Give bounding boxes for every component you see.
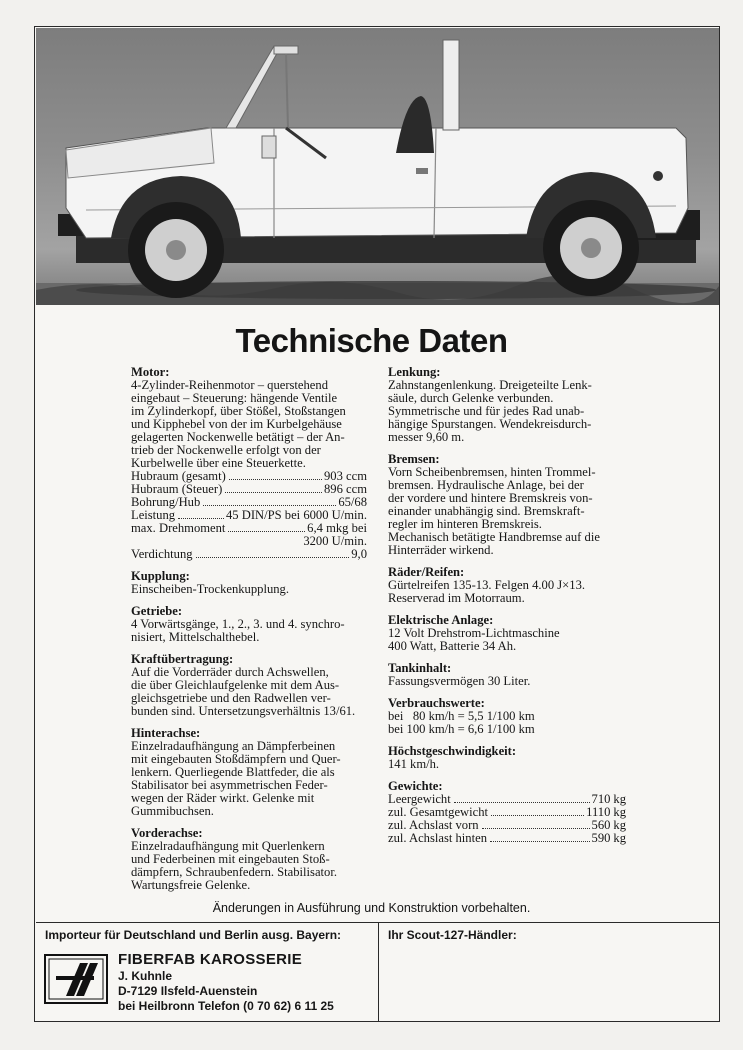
text-line: 400 Watt, Batterie 34 Ah. xyxy=(388,639,517,653)
text-line: Mechanisch betätigte Handbremse auf die xyxy=(388,530,600,544)
spec-label: Hubraum (Steuer) xyxy=(131,482,223,496)
section-heading: Kraftübertragung: xyxy=(131,652,234,666)
section-heading: Höchstgeschwindigkeit: xyxy=(388,744,517,758)
fiberfab-logo-icon xyxy=(44,954,108,1004)
weight-value: 560 xyxy=(591,818,611,832)
text-line: dämpfern, Schraubenfedern. Stabilisator. xyxy=(131,865,337,879)
section-bremsen xyxy=(388,453,626,557)
text-line: bei 100 km/h = 6,6 1/100 km xyxy=(388,722,535,736)
weight-unit: kg xyxy=(613,805,626,819)
text-line: 12 Volt Drehstrom-Lichtmaschine xyxy=(388,626,560,640)
weight-label: zul. Achslast hinten xyxy=(388,831,487,845)
weight-label: zul. Gesamtgewicht xyxy=(388,805,489,819)
weight-unit: kg xyxy=(613,831,626,845)
text-line: messer 9,60 m. xyxy=(388,430,465,444)
text-line: Einzelradaufhängung mit Querlenkern xyxy=(131,839,325,853)
spec-row xyxy=(131,548,367,561)
text-line: 4-Zylinder-Reihenmotor – querstehend xyxy=(131,378,328,392)
spec-value: 45 DIN/PS bei 6000 U/min. xyxy=(226,508,367,522)
text-line: Gummibuchsen. xyxy=(131,804,214,818)
weight-unit: kg xyxy=(613,792,626,806)
dot-leader xyxy=(454,802,590,803)
dot-leader xyxy=(229,479,322,480)
text-line: Gürtelreifen 135-13. Felgen 4.00 J×13. xyxy=(388,578,586,592)
vehicle-photo xyxy=(36,28,719,305)
text-line: eingebaut – Steuerung: hängende Ventile xyxy=(131,391,338,405)
section-motor xyxy=(131,366,367,561)
text-line: bei 80 km/h = 5,5 1/100 km xyxy=(388,709,535,723)
section-heading: Elektrische Anlage: xyxy=(388,613,494,627)
section-heading: Hinterachse: xyxy=(131,726,201,740)
text-line: gelagerten Nockenwelle betätigt – der An- xyxy=(131,430,345,444)
page-title: Technische Daten xyxy=(235,322,508,359)
company-name: FIBERFAB KAROSSERIE xyxy=(118,951,303,968)
dot-leader xyxy=(491,815,584,816)
text-line: Wartungsfreie Gelenke. xyxy=(131,878,251,892)
text-line: nisiert, Mittelschalthebel. xyxy=(131,630,260,644)
spec-label: Bohrung/Hub xyxy=(131,495,201,509)
text-line: Kurbelwelle über eine Steuerkette. xyxy=(131,456,306,470)
text-line: gleichsgetriebe und den Radwellen ver- xyxy=(131,691,331,705)
spec-label: Verdichtung xyxy=(131,547,193,561)
section-getriebe xyxy=(131,605,367,644)
text-line: im Zylinderkopf, über Stößel, Stoßstangen xyxy=(131,404,346,418)
text-line: Fassungsvermögen 30 Liter. xyxy=(388,674,531,688)
section-tankinhalt xyxy=(388,662,626,688)
text-line: Reserverad im Motorraum. xyxy=(388,591,525,605)
address-line: bei Heilbronn Telefon (0 70 62) 6 11 25 xyxy=(118,999,334,1013)
spec-label: max. Drehmoment xyxy=(131,521,226,535)
spec-value: 65/68 xyxy=(338,495,367,509)
section-verbrauchswerte xyxy=(388,697,626,736)
section-heading: Gewichte: xyxy=(388,779,443,793)
dot-leader xyxy=(482,828,590,829)
spec-label: Leistung xyxy=(131,508,176,522)
section-heading: Verbrauchswerte: xyxy=(388,696,485,710)
section-heading: Kupplung: xyxy=(131,569,190,583)
text-line: Stabilisator bei asymmetrischen Feder- xyxy=(131,778,328,792)
text-line: bremsen. Hydraulische Anlage, bei der xyxy=(388,478,584,492)
spec-value: 896 ccm xyxy=(323,482,367,496)
dot-leader xyxy=(196,557,350,558)
section-raeder-reifen xyxy=(388,566,626,605)
section-kraftuebertragung xyxy=(131,653,367,718)
weight-value: 1110 xyxy=(586,805,611,819)
section-heading: Motor: xyxy=(131,365,170,379)
section-heading: Bremsen: xyxy=(388,452,440,466)
section-heading: Tankinhalt: xyxy=(388,661,452,675)
spec-value: 9,0 xyxy=(351,547,367,561)
disclaimer: Änderungen in Ausführung und Konstruktion vorbehalten. xyxy=(212,901,531,915)
text-line: säule, durch Gelenke verbunden. xyxy=(388,391,554,405)
torque-rpm: 3200 U/min. xyxy=(303,534,367,548)
text-line: 4 Vorwärtsgänge, 1., 2., 3. und 4. synchro- xyxy=(131,617,345,631)
text-line: Einzelradaufhängung an Dämpferbeinen xyxy=(131,739,336,753)
text-line: 141 km/h. xyxy=(388,757,440,771)
spec-value: 6,4 mkg bei xyxy=(307,521,367,535)
section-heading: Räder/Reifen: xyxy=(388,565,465,579)
text-line: bunden sind. Untersetzungsverhältnis 13/61. xyxy=(131,704,356,718)
importer-heading: Importeur für Deutschland und Berlin ausg. Bayern: xyxy=(45,928,342,942)
dealer-heading: Ihr Scout-127-Händler: xyxy=(388,928,517,942)
section-hinterachse xyxy=(131,727,367,818)
weight-label: zul. Achslast vorn xyxy=(388,818,479,832)
text-line: Symmetrische und für jedes Rad unab- xyxy=(388,404,585,418)
dot-leader xyxy=(490,841,590,842)
text-line: Auf die Vorderräder durch Achswellen, xyxy=(131,665,329,679)
text-line: der vordere und hintere Bremskreis von- xyxy=(388,491,593,505)
dot-leader xyxy=(228,531,305,532)
section-lenkung xyxy=(388,366,626,444)
scout-127-car-illustration xyxy=(36,28,719,305)
weight-value: 590 xyxy=(591,831,611,845)
text-line: und Federbeinen mit eingebauten Stoß- xyxy=(131,852,330,866)
address-line: D-7129 Ilsfeld-Auenstein xyxy=(118,984,258,998)
company-address xyxy=(118,969,334,1014)
text-line: und Kipphebel von der im Kurbelgehäuse xyxy=(131,417,342,431)
section-elektrische-anlage xyxy=(388,614,626,653)
weight-value: 710 xyxy=(591,792,611,806)
left-column xyxy=(131,366,367,901)
spec-label: Hubraum (gesamt) xyxy=(131,469,226,483)
weight-row xyxy=(388,832,626,845)
text-line: Einscheiben-Trockenkupplung. xyxy=(131,582,289,596)
text-line: Vorn Scheibenbremsen, hinten Trommel- xyxy=(388,465,596,479)
section-hoechstgeschwindigkeit xyxy=(388,745,626,771)
section-gewichte xyxy=(388,780,626,845)
text-line: trieb der Nockenwelle erfolgt von der xyxy=(131,443,321,457)
dot-leader xyxy=(178,518,224,519)
right-column xyxy=(388,366,626,854)
section-heading: Vorderachse: xyxy=(131,826,203,840)
text-line: Hinterräder wirkend. xyxy=(388,543,494,557)
footer-divider xyxy=(378,922,379,1021)
text-line: die über Gleichlaufgelenke mit dem Aus- xyxy=(131,678,340,692)
weight-unit: kg xyxy=(613,818,626,832)
address-line: J. Kuhnle xyxy=(118,969,173,983)
text-line: regler im hinteren Bremskreis. xyxy=(388,517,542,531)
dot-leader xyxy=(225,492,322,493)
section-kupplung xyxy=(131,570,367,596)
text-line: mit eingebauten Stoßdämpfern und Quer- xyxy=(131,752,341,766)
section-heading: Getriebe: xyxy=(131,604,183,618)
text-line: Zahnstangenlenkung. Dreigeteilte Lenk- xyxy=(388,378,592,392)
text-line: einander unabhängig sind. Bremskraft- xyxy=(388,504,585,518)
dot-leader xyxy=(203,505,336,506)
section-vorderachse xyxy=(131,827,367,892)
text-line: wegen der Räder wirkt. Gelenke mit xyxy=(131,791,315,805)
spec-value: 903 ccm xyxy=(323,469,367,483)
weight-label: Leergewicht xyxy=(388,792,451,806)
section-heading: Lenkung: xyxy=(388,365,441,379)
text-line: hängige Spurstangen. Wendekreisdurch- xyxy=(388,417,592,431)
text-line: lenkern. Querliegende Blattfeder, die als xyxy=(131,765,335,779)
